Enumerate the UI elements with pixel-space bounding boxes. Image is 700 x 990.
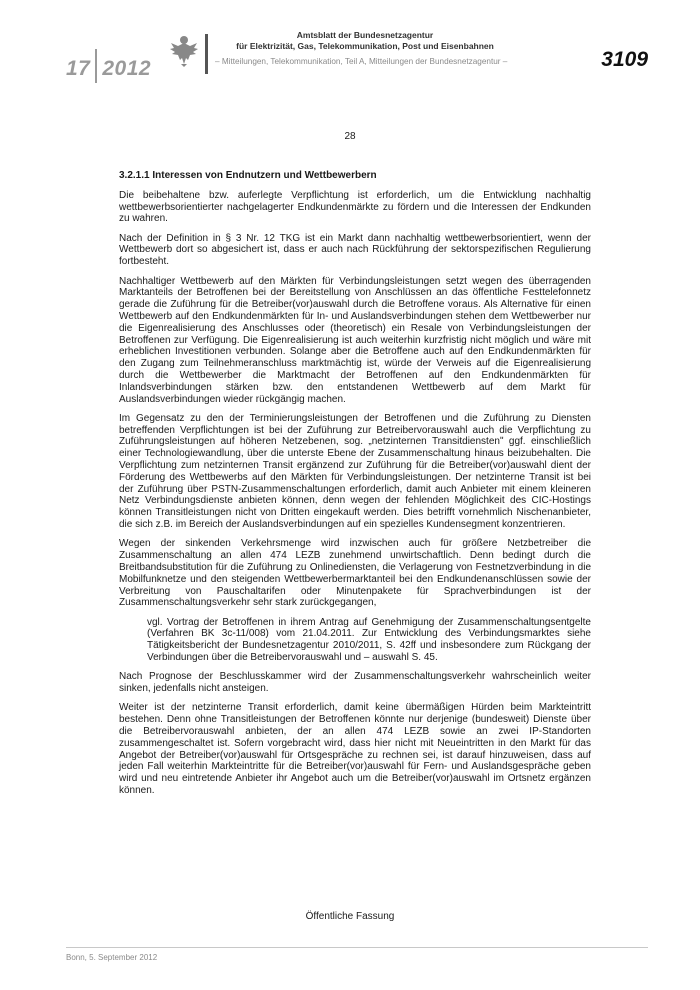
paragraph: Die beibehaltene bzw. auferlegte Verpflichtung ist erforderlich, um die Entwicklung nachhaltig wettbewerbsorientierter nachgelagerter Endkundenmärkte zu fördern und die Interessen der Endkunden zu wahren. (119, 189, 591, 225)
section-heading: 3.2.1.1 Interessen von Endnutzern und Wettbewerbern (119, 170, 377, 181)
gazette-subtitle: – Mitteilungen, Telekommunikation, Teil A, Mitteilungen der Bundesnetzagentur – (215, 57, 508, 66)
paragraph: Im Gegensatz zu den der Terminierungsleistungen der Betroffenen und die Zuführung zu Diensten betreffenden Verpflichtungen ist bei der Zuführung zur Betreibervorauswahl auch die Verpflichtung zu Zuführungsleistungen auf höheren Netzebenen, sog. „netzinternen Transitdienstenʺ ggf. einschließlich einer Technologiewandlung, über die unterste Ebene der Zusammenschaltung hinaus beizubehalten. Die Verpflichtung zum netzinternen Transit ergänzend zur Zuführung für die Betreiber(vor)auswahl dient der Förderung des Wettbewerbs auf den Märkten für Verbindungsleistungen. Der netzinterne Transit ist bei der Zuführung über PSTN-Zusammenschaltungen erforderlich, damit auch Anbieter mit einem kleineren Netz Verbindungsdienste anbieten können, denn wegen der fehlenden Möglichkeit des CIC-Hostings können Transitleistungen nicht von Dritten eingekauft werden. Dies betrifft vornehmlich Nischenanbieter, die sich z.B. im Bereich der Auslandsverbindungen auf ein spezielles Kundensegment konzentrieren. (119, 412, 591, 531)
paragraph: Nach der Definition in § 3 Nr. 12 TKG ist ein Markt dann nachhaltig wettbewerbsorientiert, wenn der Wettbewerb dort so abgesichert ist, dass er auch nach Rückführung der sektorspezifischen Regulierung fortbesteht. (119, 232, 591, 268)
footer-divider (66, 947, 648, 948)
paragraph: Nach Prognose der Beschlusskammer wird der Zusammenschaltungsverkehr wahrscheinlich weiter sinken, jedenfalls nicht ansteigen. (119, 671, 591, 695)
paragraph: Nachhaltiger Wettbewerb auf den Märkten für Verbindungsleistungen setzt wegen des überragenden Marktanteils der Betroffenen bei der Bereitstellung von Anschlüssen an das öffentliche Festtelefonnetz gerade die Zuführung für die Betreiber(vor)auswahl durch die Betroffene voraus. Als Alternative für einen Wettbewerb auf den Endkundenmärkten für In- und Auslandsverbindungen stehen dem Wettbewerber nur die Eigenrealisierung des Anschlusses oder (theoretisch) ein Resale von Verbindungsleistungen der Betroffenen zur Verfügung. Die Eigenrealisierung ist auch weiterhin kurzfristig nicht möglich und wäre mit erheblichen Investitionen verbunden. Solange aber die Betroffene auch auf den Endkundenmärkten für den Zugang zum Teilnehmeranschluss marktmächtig ist, würde der Verweis auf die Eigenrealisierung durch die Wettbewerber die Marktmacht der Betroffenen auf den Endkundenmärkten für Inlandsverbindungen stärken bzw. den entstandenen Wettbewerb auf dem Markt für Auslandsverbindungen wieder rückgängig machen. (119, 275, 591, 405)
paragraph: Wegen der sinkenden Verkehrsmenge wird inzwischen auch für größere Netzbetreiber die Zusammenschaltung an allen 474 LEZB zunehmend unwirtschaftlich. Denn bedingt durch die Breitbandsubstitution für die Zuführung zu Onlinediensten, die Verlagerung von Festnetzverbindung in die Mobilfunknetze und den steigenden Wettbewerbermarktanteil bei den Endkundenanschlüssen sowie der Verbreitung von Pauschaltarifen oder Minutenpakete für Sprachverbindungen ist der Zusammenschaltungsverkehr sehr stark zurückgegangen, (119, 538, 591, 609)
gazette-title-line1: Amtsblatt der Bundesnetzagentur (296, 30, 434, 40)
version-label: Öffentliche Fassung (305, 911, 395, 922)
paragraph: Weiter ist der netzinterne Transit erforderlich, damit keine übermäßigen Hürden beim Markteintritt bestehen. Denn ohne Transitleistungen der Betroffenen könnte nur derjenige (bundesweit) Dienste über die Betreibervorauswahl anbieten, der an allen 474 LEZB sowie an zwei IP-Standorten zusammengeschaltet ist. Sofern vorgebracht wird, dass hier nicht mit Neueintritten in den Markt für das Angebot der Betreiber(vor)auswahl für Ortsgespräche zu rechnen sei, ist darauf hinzuweisen, dass auf jeden Fall weiterhin Markteintritte für die Betreiber(vor)auswahl für Fern- und Auslandsgespräche geben wird und neu eintretende Anbieter ihr Angebot auch um die Betreiber(vor)auswahl im Ortsnetz ergänzen können. (119, 702, 591, 796)
issue-number: 17 (66, 57, 91, 80)
gazette-title (215, 30, 515, 52)
issue-year: 2012 (102, 57, 152, 80)
issue-label (66, 49, 151, 83)
gazette-page-number: 3109 (601, 48, 648, 71)
gazette-title-line2: für Elektrizität, Gas, Telekommunikation, Post und Eisenbahnen (236, 41, 494, 51)
block-quote: vgl. Vortrag der Betroffenen in ihrem Antrag auf Genehmigung der Zusammenschaltungsentgelte (Verfahren BK 3c-11/008) vom 21.04.2011. Zur Entwicklung des Verbindungsmarktes siehe Tätigkeitsbericht der Bundesnetzagentur 2010/2011, S. 42ff und insbesondere zum Rückgang der Verbindungen über die Betreibervorauswahl und – auswahl S. 45. (147, 616, 591, 663)
header-divider (205, 34, 208, 74)
publication-date: Bonn, 5. September 2012 (66, 953, 158, 962)
issue-divider (95, 49, 97, 83)
federal-eagle-icon (168, 34, 200, 68)
document-body (119, 170, 591, 804)
inner-page-number: 28 (344, 131, 356, 142)
